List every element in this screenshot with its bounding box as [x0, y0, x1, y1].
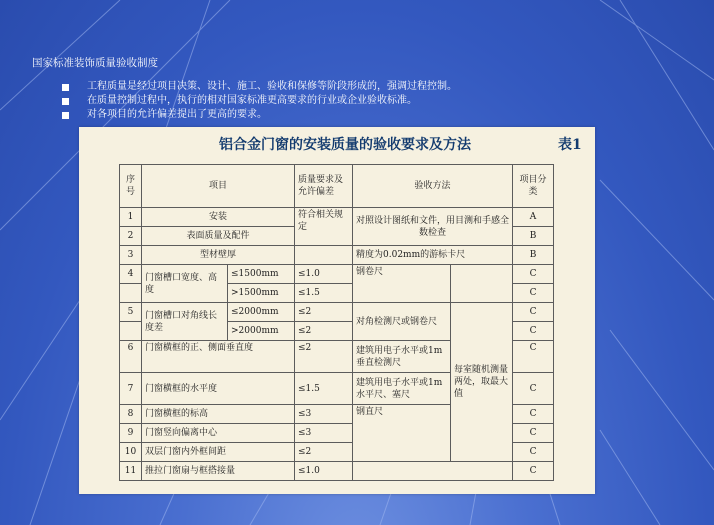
table-header-row: [120, 165, 554, 208]
table-row: 9 门窗竖向偏离中心 ≤3 C: [120, 424, 554, 443]
header-item: 项目: [142, 165, 295, 208]
spec-table: [119, 164, 554, 481]
slide-title: 铝合金门窗的安装质量的验收要求及方法: [219, 137, 471, 153]
table-row: 6 门窗横框的正、侧面垂直度 ≤2 建筑用电子水平或1m垂直检测尺 C: [120, 341, 554, 373]
table-row: 11 推拉门窗扇与框搭接量 ≤1.0 C: [120, 462, 554, 481]
sampling-note: 每室随机测量两处，取最大值: [451, 303, 513, 462]
header-no: 序号: [120, 165, 142, 208]
bullet-list: [62, 80, 457, 122]
header-class: 项目分类: [513, 165, 554, 208]
table-row: 1 安装 符合相关规定 对照设计图纸和文件，用目测和手感全数检查 A: [120, 208, 554, 227]
table-row: >2000mm ≤2 C: [120, 322, 554, 341]
bullet-square-icon: [62, 84, 69, 91]
bullet-item: 对各项目的允许偏差提出了更高的要求。: [62, 108, 457, 122]
bullet-square-icon: [62, 98, 69, 105]
table-row: >1500mm ≤1.5 C: [120, 284, 554, 303]
table-number: 表1: [558, 137, 582, 153]
header-method: 验收方法: [353, 165, 513, 208]
bullet-square-icon: [62, 112, 69, 119]
table-row: 3 型材壁厚 精度为0.02mm的游标卡尺 B: [120, 246, 554, 265]
table-row: 8 门窗横框的标高 ≤3 钢直尺 C: [120, 405, 554, 424]
table-row: 7 门窗横框的水平度 ≤1.5 建筑用电子水平或1m水平尺、塞尺 C: [120, 373, 554, 405]
table-row: 4 门窗槽口宽度、高度 ≤1500mm ≤1.0 钢卷尺 C: [120, 265, 554, 284]
table-row: 5 门窗槽口对角线长度差 ≤2000mm ≤2 对角检测尺或钢卷尺 每室随机测量两处，取最大值 C: [120, 303, 554, 322]
table-row: 10 双层门窗内外框间距 ≤2 C: [120, 443, 554, 462]
page-heading: 国家标准装饰质量验收制度: [32, 57, 158, 69]
slide-title-bar: [79, 133, 595, 155]
table-row: 2 表面质量及配件 B: [120, 227, 554, 246]
slide-panel: [79, 127, 595, 494]
bullet-item: 工程质量是经过项目决策、设计、施工、验收和保修等阶段形成的，强调过程控制。: [62, 80, 457, 94]
bullet-item: 在质量控制过程中，执行的相对国家标准更高要求的行业或企业验收标准。: [62, 94, 457, 108]
header-requirement: 质量要求及允许偏差: [295, 165, 353, 208]
